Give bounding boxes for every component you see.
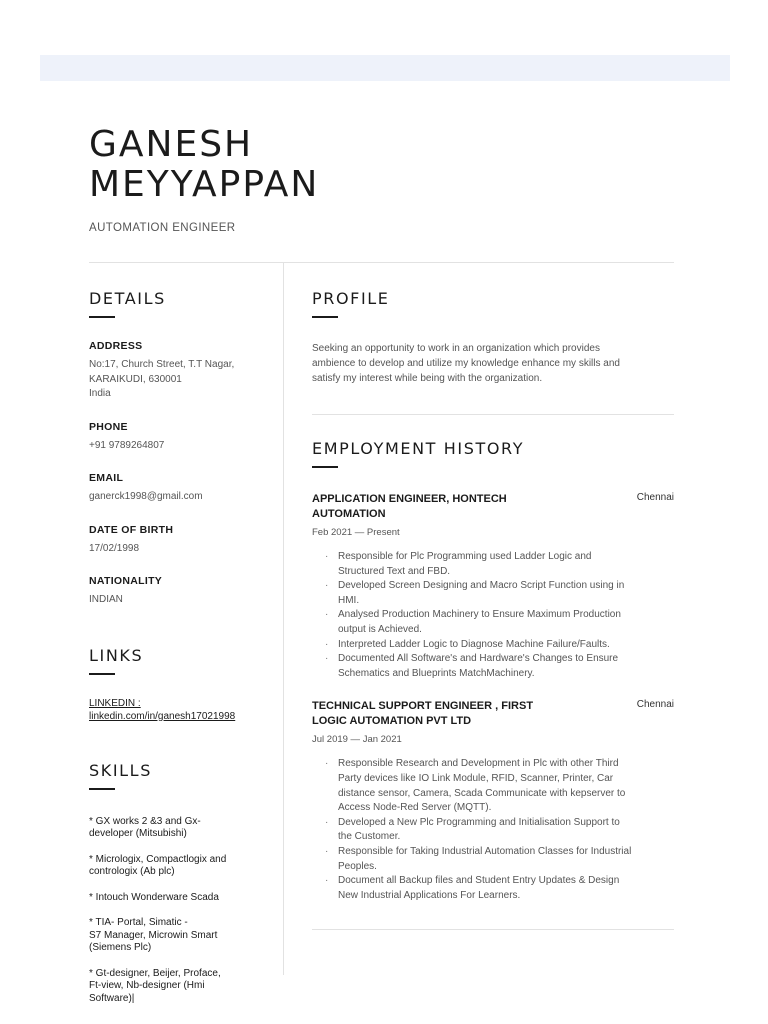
address-value <box>89 358 274 402</box>
bullet-line: Structured Text and FBD. <box>338 565 451 577</box>
skill-item <box>89 854 274 879</box>
name-line-1: GANESH <box>89 124 254 165</box>
candidate-name <box>89 125 319 205</box>
profile-summary <box>312 341 676 386</box>
list-item <box>312 550 676 579</box>
list-item <box>312 757 676 815</box>
job-responsibilities <box>312 757 676 903</box>
bullet-line: HMI. <box>338 594 360 606</box>
skill-item <box>89 816 274 841</box>
profile-line: satisfy my interest while being with the organization. <box>312 373 543 384</box>
skill-line: Ft-view, Nb-designer (Hmi <box>89 980 205 991</box>
skill-line: * Micrologix, Compactlogix and <box>89 853 227 865</box>
skill-line: * GX works 2 &3 and Gx- <box>89 815 201 827</box>
job-entry <box>312 699 676 903</box>
skill-line: * Intouch Wonderware Scada <box>89 891 219 903</box>
email-label: EMAIL <box>89 472 124 484</box>
job-location: Chennai <box>636 699 674 711</box>
skill-item <box>89 892 274 905</box>
bullet-line: Access Node-Red Server (MQTT). <box>338 802 492 814</box>
profile-line: Seeking an opportunity to work in an organization which provides <box>312 343 600 354</box>
heading-underline <box>312 316 338 318</box>
heading-underline <box>89 316 115 318</box>
job-title-line: TECHNICAL SUPPORT ENGINEER , FIRST <box>312 700 534 713</box>
skill-line: S7 Manager, Microwin Smart <box>89 929 218 941</box>
skill-item <box>89 917 274 955</box>
list-item <box>312 652 676 681</box>
job-entry <box>312 492 676 681</box>
right-column <box>312 289 676 930</box>
profile-line: ambience to develop and utilize my knowledge enhance my skills and <box>312 358 620 369</box>
job-dates: Jul 2019 — Jan 2021 <box>312 734 402 746</box>
bullet-line: · Developed Screen Designing and Macro Script Function using in <box>338 580 625 592</box>
address-line: KARAIKUDI, 630001 <box>89 373 182 385</box>
bullet-line: · Responsible for Taking Industrial Automation Classes for Industrial <box>338 845 632 857</box>
name-line-2: MEYYAPPAN <box>89 164 320 205</box>
job-dates: Feb 2021 — Present <box>312 527 400 538</box>
phone-value: +91 9789264807 <box>89 439 165 451</box>
email-value: ganerck1998@gmail.com <box>89 491 203 502</box>
linkedin-url: linkedin.com/in/ganesh17021998 <box>89 710 236 722</box>
job-responsibilities <box>312 550 676 681</box>
address-line: No:17, Church Street, T.T Nagar, <box>89 359 235 370</box>
heading-underline <box>89 673 115 675</box>
skill-line: (Siemens Plc) <box>89 942 152 953</box>
skill-line: contrologix (Ab plc) <box>89 866 175 877</box>
bullet-line: distance sensor, Camera, Scada Communicate with kepserver to <box>338 787 626 799</box>
bullet-line: Schematics and Blueprints MatchMachinery. <box>338 667 535 679</box>
list-item <box>312 608 676 637</box>
job-location: Chennai <box>636 492 674 503</box>
job-entry-title <box>312 699 582 728</box>
column-divider <box>283 263 284 975</box>
bullet-line: New Industrial Applications For Learners. <box>338 889 521 901</box>
skill-line: * Gt-designer, Beijer, Proface, <box>89 967 221 979</box>
section-divider <box>312 929 674 930</box>
bullet-line: · Developed a New Plc Programming and Initialisation Support to <box>338 816 620 828</box>
links-heading: LINKS <box>89 645 144 665</box>
job-title-line: LOGIC AUTOMATION PVT LTD <box>312 714 472 727</box>
nationality-label: NATIONALITY <box>89 575 163 587</box>
skills-heading: SKILLS <box>89 760 152 780</box>
bullet-line: · Interpreted Ladder Logic to Diagnose Machine Failure/Faults. <box>338 638 610 650</box>
list-item <box>312 638 676 653</box>
bullet-line: Peoples. <box>338 860 377 872</box>
linkedin-label: LINKEDIN : <box>89 697 141 709</box>
skill-line: * TIA- Portal, Simatic - <box>89 917 188 928</box>
bullet-line: output is Achieved. <box>338 623 422 635</box>
skill-item <box>89 968 274 1006</box>
dob-label: DATE OF BIRTH <box>89 523 174 536</box>
phone-label: PHONE <box>89 420 128 433</box>
dob-value: 17/02/1998 <box>89 542 140 554</box>
employment-heading: EMPLOYMENT HISTORY <box>312 439 525 458</box>
job-title-line: AUTOMATION <box>312 507 386 520</box>
nationality-value: INDIAN <box>89 594 123 605</box>
profile-heading: PROFILE <box>312 289 390 308</box>
bullet-line: · Documented All Software's and Hardware's Changes to Ensure <box>338 653 619 665</box>
skill-line: Software)| <box>89 992 135 1004</box>
bullet-line: the Customer. <box>338 831 401 843</box>
left-column <box>89 289 274 1005</box>
linkedin-link[interactable] <box>89 697 274 723</box>
bullet-line: · Document all Backup files and Student Entry Updates & Design <box>338 875 620 887</box>
job-title: AUTOMATION ENGINEER <box>89 222 236 234</box>
page-top-band <box>40 55 730 81</box>
bullet-line: · Analysed Production Machinery to Ensure Maximum Production <box>338 609 621 621</box>
skill-line: developer (Mitsubishi) <box>89 828 187 839</box>
heading-underline <box>89 788 115 790</box>
section-divider <box>312 414 674 415</box>
list-item <box>312 874 676 903</box>
address-line: India <box>89 388 111 399</box>
job-title-line: APPLICATION ENGINEER, HONTECH <box>312 493 507 505</box>
header-divider <box>89 262 674 263</box>
list-item <box>312 816 676 845</box>
heading-underline <box>312 466 338 468</box>
bullet-line: · Responsible Research and Development in Plc with other Third <box>338 758 619 770</box>
details-heading: DETAILS <box>89 289 166 308</box>
bullet-line: · Responsible for Plc Programming used Ladder Logic and <box>338 551 592 562</box>
job-entry-title <box>312 492 582 521</box>
address-label: ADDRESS <box>89 340 143 352</box>
list-item <box>312 845 676 874</box>
list-item <box>312 579 676 608</box>
bullet-line: Party devices like IO Link Module, RFID, Scanner, Printer, Car <box>338 772 614 784</box>
